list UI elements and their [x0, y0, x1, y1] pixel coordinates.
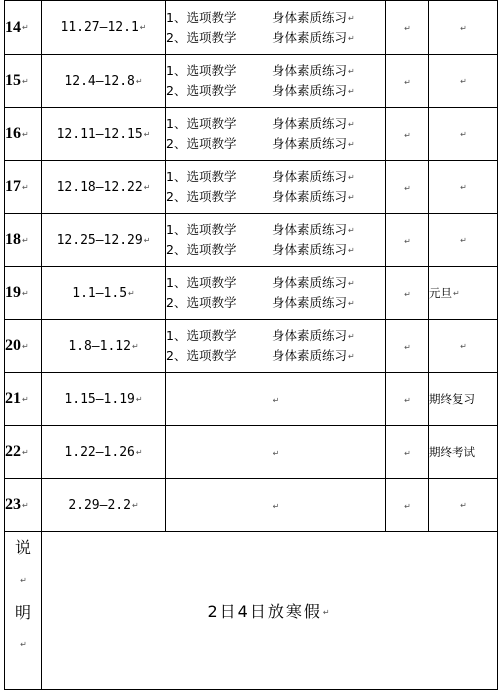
content-cell — [166, 55, 386, 108]
paragraph-mark-icon: ↵ — [460, 130, 467, 139]
week-number-cell — [5, 214, 42, 267]
date-range: 11.27—12.1 — [60, 20, 139, 35]
paragraph-mark-icon: ↵ — [322, 608, 332, 617]
table-row — [5, 108, 498, 161]
blank-cell — [386, 161, 429, 214]
blank-cell — [386, 214, 429, 267]
note-text: 期终考试 — [429, 445, 475, 459]
content-cell — [166, 108, 386, 161]
note-cell — [429, 161, 498, 214]
paragraph-mark-icon: ↵ — [135, 76, 143, 86]
paragraph-mark-icon: ↵ — [135, 447, 143, 457]
note-cell — [429, 320, 498, 373]
blank-cell — [386, 55, 429, 108]
content-item: 身体素质练习 — [272, 242, 348, 257]
paragraph-mark-icon: ↵ — [22, 23, 29, 33]
paragraph-mark-icon: ↵ — [453, 289, 460, 298]
paragraph-mark-icon: ↵ — [143, 129, 151, 139]
paragraph-mark-icon: ↵ — [22, 182, 29, 192]
week-number: 17 — [5, 178, 21, 195]
content-item: 1、选项教学 — [166, 222, 237, 237]
paragraph-mark-icon: ↵ — [22, 235, 29, 245]
week-number-cell — [5, 320, 42, 373]
week-number: 18 — [5, 231, 21, 248]
paragraph-mark-icon: ↵ — [404, 130, 411, 140]
blank-cell — [386, 1, 429, 55]
paragraph-mark-icon: ↵ — [348, 13, 355, 23]
notes-label-char: 说 — [14, 538, 31, 557]
week-number-cell — [5, 267, 42, 320]
date-range: 1.15—1.19 — [64, 391, 135, 407]
week-number: 20 — [5, 337, 21, 354]
paragraph-mark-icon: ↵ — [22, 394, 29, 404]
week-number-cell — [5, 108, 42, 161]
table-row — [5, 55, 498, 108]
paragraph-mark-icon: ↵ — [135, 394, 143, 404]
content-item: 身体素质练习 — [272, 116, 348, 131]
content-item: 2、选项教学 — [166, 189, 237, 204]
paragraph-mark-icon: ↵ — [460, 342, 467, 351]
content-item: 1、选项教学 — [166, 63, 237, 78]
week-number-cell — [5, 426, 42, 479]
paragraph-mark-icon: ↵ — [460, 501, 467, 510]
date-range: 12.11—12.15 — [56, 126, 143, 142]
note-cell — [429, 479, 498, 532]
paragraph-mark-icon: ↵ — [460, 236, 467, 245]
notes-label-cell — [5, 532, 42, 690]
week-number-cell — [5, 55, 42, 108]
paragraph-mark-icon: ↵ — [20, 575, 27, 585]
week-number: 19 — [5, 284, 21, 301]
content-item: 1、选项教学 — [166, 116, 237, 131]
paragraph-mark-icon: ↵ — [404, 183, 411, 193]
table-row — [5, 267, 498, 320]
week-number: 14 — [5, 18, 21, 36]
content-item: 身体素质练习 — [272, 63, 348, 78]
date-range-cell — [42, 426, 166, 479]
paragraph-mark-icon: ↵ — [348, 87, 355, 96]
paragraph-mark-icon: ↵ — [143, 182, 151, 192]
paragraph-mark-icon: ↵ — [460, 183, 467, 192]
note-cell — [429, 214, 498, 267]
paragraph-mark-icon: ↵ — [20, 640, 27, 649]
paragraph-mark-icon: ↵ — [272, 501, 280, 511]
content-cell — [166, 1, 386, 55]
content-item: 身体素质练习 — [272, 136, 348, 151]
table-row — [5, 426, 498, 479]
date-range: 2.29—2.2 — [68, 497, 131, 513]
paragraph-mark-icon: ↵ — [139, 23, 147, 32]
content-item: 2、选项教学 — [166, 242, 237, 257]
content-cell — [166, 320, 386, 373]
week-number: 16 — [5, 125, 21, 142]
paragraph-mark-icon: ↵ — [348, 299, 355, 308]
week-number-cell — [5, 161, 42, 214]
date-range-cell — [42, 267, 166, 320]
blank-cell — [386, 320, 429, 373]
week-number-cell — [5, 373, 42, 426]
paragraph-mark-icon: ↵ — [348, 246, 355, 255]
paragraph-mark-icon: ↵ — [348, 352, 355, 361]
table-row — [5, 320, 498, 373]
paragraph-mark-icon: ↵ — [22, 129, 29, 139]
week-number: 21 — [5, 390, 21, 407]
content-cell — [166, 161, 386, 214]
week-number-cell — [5, 479, 42, 532]
date-range: 1.22—1.26 — [64, 444, 135, 460]
notes-body-cell — [42, 532, 498, 690]
paragraph-mark-icon: ↵ — [143, 235, 151, 245]
paragraph-mark-icon: ↵ — [460, 23, 467, 33]
note-cell — [429, 108, 498, 161]
note-cell — [429, 373, 498, 426]
content-item: 身体素质练习 — [272, 189, 348, 204]
content-item: 2、选项教学 — [166, 136, 237, 151]
blank-cell — [386, 479, 429, 532]
content-item: 2、选项教学 — [166, 29, 237, 45]
paragraph-mark-icon: ↵ — [404, 395, 411, 405]
content-cell — [166, 479, 386, 532]
date-range-cell — [42, 161, 166, 214]
content-item: 1、选项教学 — [166, 9, 237, 25]
note-cell — [429, 55, 498, 108]
paragraph-mark-icon: ↵ — [460, 77, 467, 86]
table-row — [5, 214, 498, 267]
date-range: 1.8—1.12 — [68, 338, 131, 354]
paragraph-mark-icon: ↵ — [272, 448, 280, 458]
content-cell — [166, 426, 386, 479]
date-range-cell — [42, 214, 166, 267]
paragraph-mark-icon: ↵ — [272, 395, 280, 405]
date-range: 12.25—12.29 — [56, 232, 143, 248]
week-number: 15 — [5, 72, 21, 89]
date-range-cell — [42, 479, 166, 532]
week-number: 23 — [5, 496, 21, 513]
content-item: 身体素质练习 — [272, 348, 348, 363]
paragraph-mark-icon: ↵ — [22, 76, 29, 86]
content-cell — [166, 267, 386, 320]
paragraph-mark-icon: ↵ — [348, 67, 355, 76]
paragraph-mark-icon: ↵ — [348, 279, 355, 288]
paragraph-mark-icon: ↵ — [131, 341, 139, 351]
content-item: 身体素质练习 — [272, 83, 348, 98]
paragraph-mark-icon: ↵ — [404, 236, 411, 246]
content-item: 2、选项教学 — [166, 83, 237, 98]
paragraph-mark-icon: ↵ — [404, 24, 411, 33]
paragraph-mark-icon: ↵ — [404, 501, 411, 511]
date-range-cell — [42, 373, 166, 426]
blank-cell — [386, 373, 429, 426]
note-text: 期终复习 — [429, 392, 475, 406]
notes-text: 2日4日放寒假 — [207, 602, 322, 621]
paragraph-mark-icon: ↵ — [22, 447, 29, 457]
note-cell — [429, 426, 498, 479]
week-number-cell — [5, 1, 42, 55]
note-text: 元旦 — [429, 286, 452, 300]
content-item: 身体素质练习 — [272, 222, 348, 237]
date-range: 1.1—1.5 — [72, 285, 128, 301]
paragraph-mark-icon: ↵ — [404, 289, 411, 299]
paragraph-mark-icon: ↵ — [128, 288, 135, 298]
content-cell — [166, 214, 386, 267]
paragraph-mark-icon: ↵ — [404, 448, 411, 458]
content-item: 身体素质练习 — [272, 328, 348, 343]
paragraph-mark-icon: ↵ — [404, 342, 411, 352]
date-range: 12.18—12.22 — [56, 179, 143, 195]
paragraph-mark-icon: ↵ — [131, 500, 139, 510]
table-row — [5, 161, 498, 214]
date-range-cell — [42, 320, 166, 373]
content-item: 2、选项教学 — [166, 295, 237, 310]
paragraph-mark-icon: ↵ — [22, 500, 29, 510]
paragraph-mark-icon: ↵ — [348, 33, 355, 43]
notes-row — [5, 532, 498, 690]
date-range-cell — [42, 1, 166, 55]
blank-cell — [386, 267, 429, 320]
paragraph-mark-icon: ↵ — [22, 341, 29, 351]
date-range: 12.4—12.8 — [64, 73, 135, 89]
paragraph-mark-icon: ↵ — [348, 120, 355, 129]
content-item: 1、选项教学 — [166, 169, 237, 184]
content-item: 身体素质练习 — [272, 275, 348, 290]
content-item: 身体素质练习 — [272, 169, 348, 184]
paragraph-mark-icon: ↵ — [404, 77, 411, 87]
blank-cell — [386, 426, 429, 479]
table-row — [5, 479, 498, 532]
content-item: 身体素质练习 — [272, 29, 348, 45]
paragraph-mark-icon: ↵ — [348, 193, 355, 202]
week-number: 22 — [5, 443, 21, 460]
paragraph-mark-icon: ↵ — [348, 332, 355, 341]
date-range-cell — [42, 55, 166, 108]
blank-cell — [386, 108, 429, 161]
paragraph-mark-icon: ↵ — [348, 173, 355, 182]
note-cell — [429, 267, 498, 320]
content-item: 2、选项教学 — [166, 348, 237, 363]
schedule-table — [4, 0, 498, 690]
table-row — [5, 373, 498, 426]
content-item: 1、选项教学 — [166, 275, 237, 290]
note-cell — [429, 1, 498, 55]
date-range-cell — [42, 108, 166, 161]
paragraph-mark-icon: ↵ — [22, 288, 29, 298]
content-item: 身体素质练习 — [272, 295, 348, 310]
content-item: 身体素质练习 — [272, 9, 348, 25]
paragraph-mark-icon: ↵ — [348, 226, 355, 235]
paragraph-mark-icon: ↵ — [348, 140, 355, 149]
table-row — [5, 1, 498, 55]
content-cell — [166, 373, 386, 426]
notes-label-char: 明 — [14, 602, 31, 622]
content-item: 1、选项教学 — [166, 328, 237, 343]
